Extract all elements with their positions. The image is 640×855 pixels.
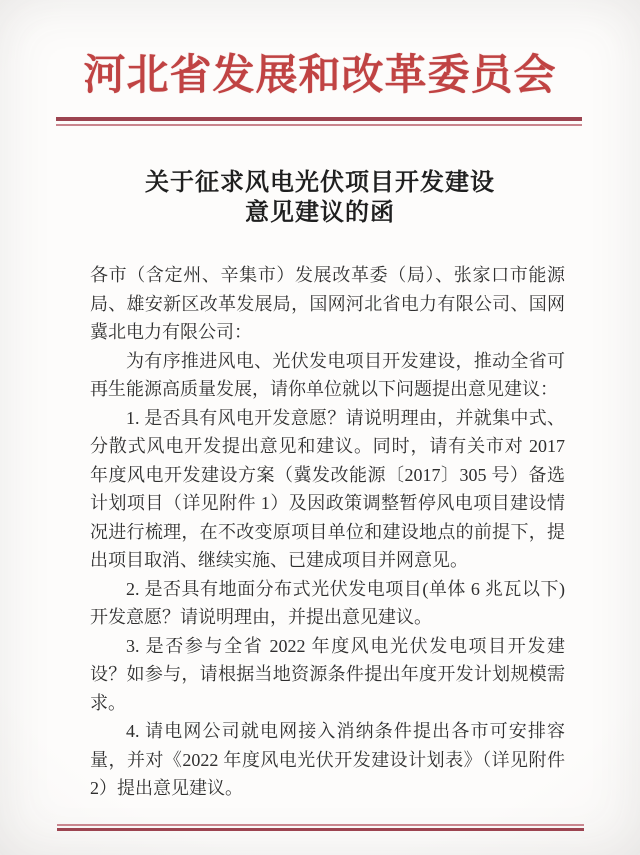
document-title bbox=[0, 168, 640, 228]
document-title-line1: 关于征求风电光伏项目开发建设 bbox=[145, 169, 495, 196]
salutation-paragraph: 各市（含定州、辛集市）发展改革委（局）、张家口市能源局、雄安新区改革发展局，国网河北省电力有限公司、国网冀北电力有限公司： bbox=[90, 265, 565, 342]
footer-divider-line bbox=[57, 824, 584, 831]
list-item-4: 4. 请电网公司就电网接入消纳条件提出各市可安排容量，并对《2022 年度风电光伏开发建设计划表》（详见附件 2）提出意见建议。 bbox=[90, 721, 565, 798]
list-item-2: 2. 是否具有地面分布式光伏发电项目(单体 6 兆瓦以下)开发意愿？请说明理由，并提出意见建议。 bbox=[90, 578, 565, 627]
list-item-3: 3. 是否参与全省 2022 年度风电光伏发电项目开发建设？如参与，请根据当地资源条件提出年度开发计划规模需求。 bbox=[90, 635, 565, 713]
document-body bbox=[90, 261, 565, 803]
letterhead-agency-title: 河北省发展和改革委员会 bbox=[83, 53, 557, 99]
document-title-line2: 意见建议的函 bbox=[245, 199, 395, 226]
intro-paragraph: 为有序推进风电、光伏发电项目开发建设，推动全省可再生能源高质量发展，请你单位就以下问题提出意见建议： bbox=[90, 350, 565, 399]
list-item-1: 1. 是否具有风电开发意愿？请说明理由，并就集中式、分散式风电开发提出意见和建议。同时，请有关市对 2017 年度风电开发建设方案（冀发改能源〔2017〕305 号）备选计划项目（详见附件 1）及因政策调整暂停风电项目建设情况进行梳理，在不改变原项目单位和建设地点的前提下，提出项目取消、继续实施、已建成项目并网意见。 bbox=[90, 407, 565, 570]
letterhead-divider-line bbox=[56, 117, 582, 126]
